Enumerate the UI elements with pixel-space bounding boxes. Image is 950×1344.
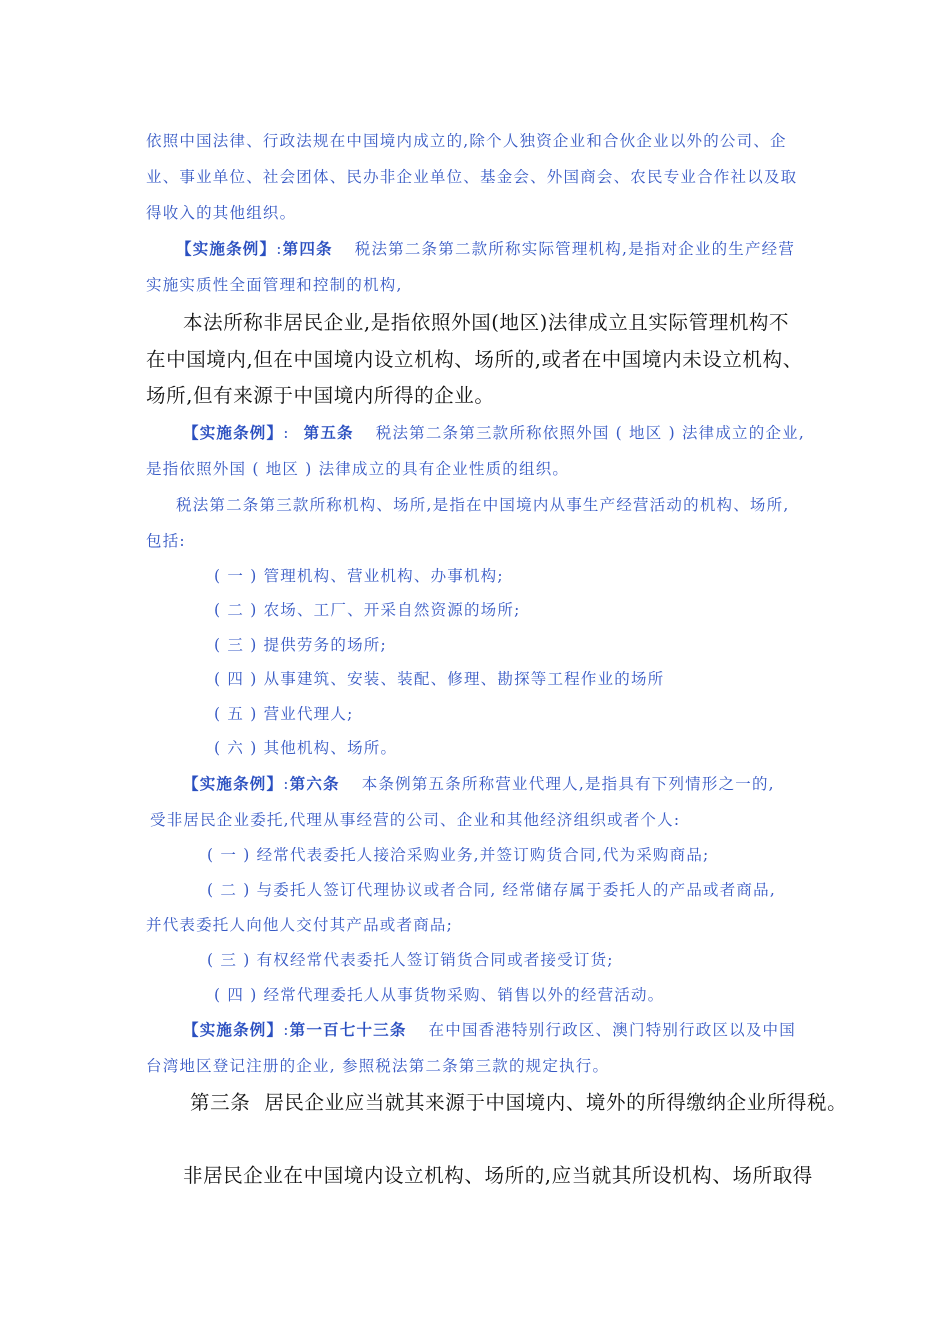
article-6-heading-line — [183, 772, 775, 794]
text-line: 本法所称非居民企业,是指依照外国(地区)法律成立且实际管理机构不 — [183, 311, 790, 334]
text-line: 业、事业单位、社会团体、民办非企业单位、基金会、外国商会、农民专业合作社以及取 — [146, 168, 798, 186]
list-item: ( 二 ) 与委托人签订代理协议或者合同, 经常储存属于委托人的产品或者商品, — [207, 881, 776, 899]
text-line: 非居民企业在中国境内设立机构、场所的,应当就其所设机构、场所取得 — [183, 1164, 813, 1187]
article-5-heading-line — [183, 421, 805, 443]
article-number: 第三条 — [190, 1091, 251, 1114]
list-item: ( 四 ) 从事建筑、安装、装配、修理、勘探等工程作业的场所 — [214, 670, 665, 688]
label-separator: : — [283, 424, 290, 442]
text-line: 税法第二条第二款所称实际管理机构,是指对企业的生产经营 — [354, 240, 796, 258]
label-separator: : — [276, 240, 283, 258]
article-4-heading-line — [176, 237, 795, 259]
list-item: ( 一 ) 管理机构、营业机构、办事机构; — [214, 567, 504, 585]
list-item: ( 三 ) 有权经常代表委托人签订销货合同或者接受订货; — [207, 951, 614, 969]
text-line: 台湾地区登记注册的企业, 参照税法第二条第三款的规定执行。 — [146, 1057, 610, 1075]
list-item: ( 五 ) 营业代理人; — [214, 705, 354, 723]
regulation-label: 【实施条例】 — [183, 774, 284, 793]
list-item: ( 三 ) 提供劳务的场所; — [214, 636, 387, 654]
text-line: 在中国香港特别行政区、澳门特别行政区以及中国 — [428, 1021, 796, 1039]
article-173-heading-line — [183, 1018, 796, 1040]
text-line: 依照中国法律、行政法规在中国境内成立的,除个人独资企业和合伙企业以外的公司、企 — [146, 132, 787, 150]
regulation-label: 【实施条例】 — [183, 423, 284, 442]
text-line: 税法第二条第三款所称依照外国 ( 地区 ) 法律成立的企业, — [375, 424, 805, 442]
list-item: ( 四 ) 经常代理委托人从事货物采购、销售以外的经营活动。 — [214, 986, 665, 1004]
regulation-label: 【实施条例】 — [183, 1020, 284, 1039]
article-number: 第一百七十三条 — [289, 1020, 407, 1039]
list-item: ( 二 ) 农场、工厂、开采自然资源的场所; — [214, 601, 521, 619]
article-number: 第五条 — [303, 423, 354, 442]
article-number: 第四条 — [282, 239, 333, 258]
text-line: 场所,但有来源于中国境内所得的企业。 — [146, 384, 495, 407]
text-line: 包括: — [146, 532, 186, 550]
text-line: 在中国境内,但在中国境内设立机构、场所的,或者在中国境内未设立机构、 — [146, 348, 803, 371]
article-3-line — [190, 1087, 847, 1115]
text-line: 并代表委托人向他人交付其产品或者商品; — [146, 916, 454, 934]
label-separator: : — [283, 1021, 290, 1039]
list-item: ( 一 ) 经常代表委托人接洽采购业务,并签订购货合同,代为采购商品; — [207, 846, 710, 864]
article-number: 第六条 — [289, 774, 340, 793]
list-item: ( 六 ) 其他机构、场所。 — [214, 739, 398, 757]
text-line: 是指依照外国 ( 地区 ) 法律成立的具有企业性质的组织。 — [146, 460, 570, 478]
label-separator: : — [283, 775, 290, 793]
text-line: 居民企业应当就其来源于中国境内、境外的所得缴纳企业所得税。 — [264, 1091, 848, 1114]
text-line: 得收入的其他组织。 — [146, 204, 297, 222]
text-line: 税法第二条第三款所称机构、场所,是指在中国境内从事生产经营活动的机构、场所, — [176, 496, 790, 514]
regulation-label: 【实施条例】 — [176, 239, 277, 258]
text-line: 实施实质性全面管理和控制的机构, — [146, 276, 403, 294]
text-line: 受非居民企业委托,代理从事经营的公司、企业和其他经济组织或者个人: — [150, 811, 681, 829]
text-line: 本条例第五条所称营业代理人,是指具有下列情形之一的, — [361, 775, 775, 793]
